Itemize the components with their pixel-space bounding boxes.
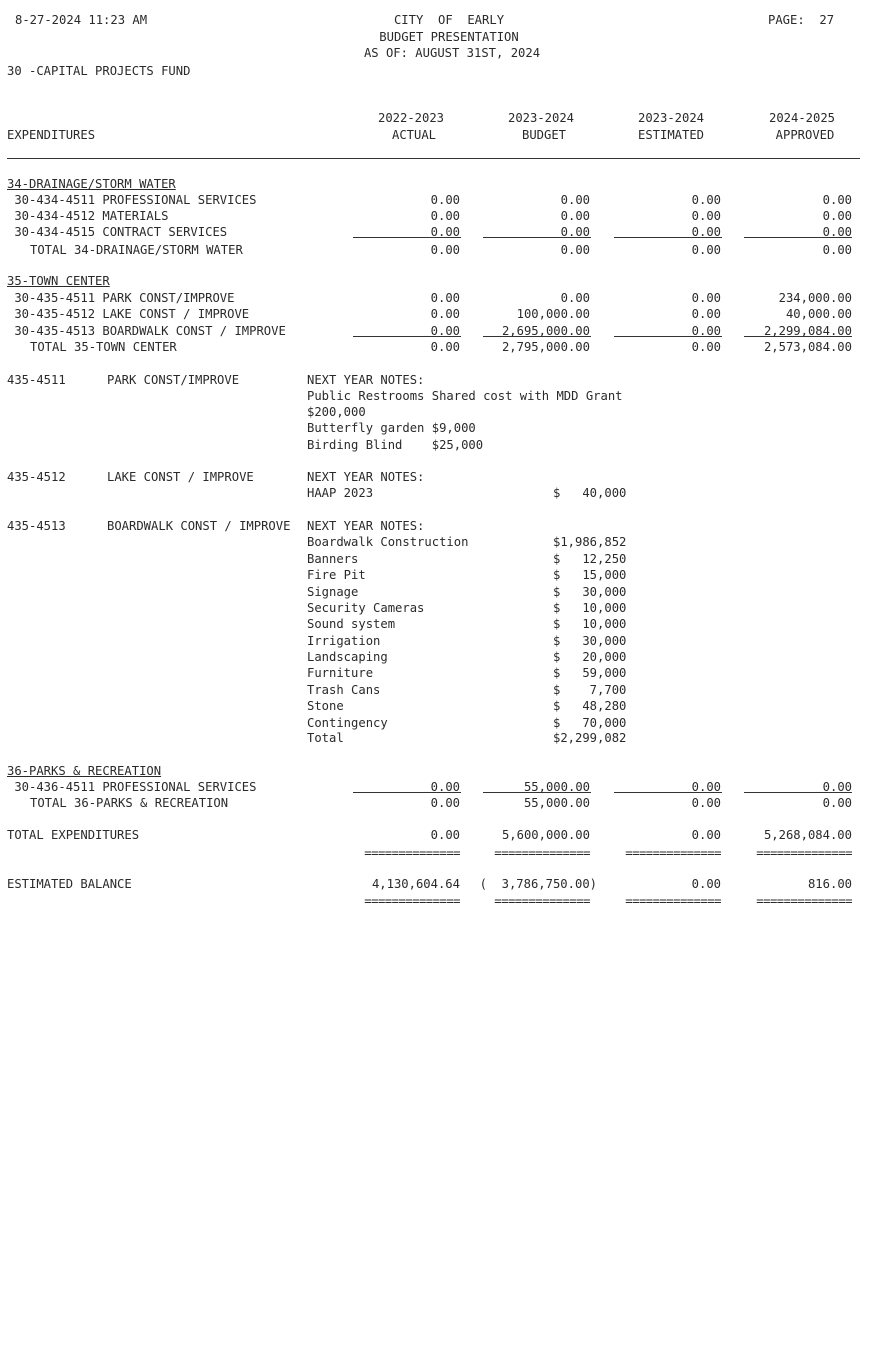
expenditures-header: EXPENDITURES	[7, 128, 96, 142]
note-heading: NEXT YEAR NOTES:	[307, 470, 425, 484]
total-expenditures-approved: 5,268,084.00	[763, 828, 852, 842]
note-amount: $2,299,082	[553, 731, 627, 745]
note-line: Signage	[307, 585, 359, 599]
subtotal-rule	[353, 237, 461, 238]
value-actual: 0.00	[430, 193, 460, 207]
section-total-label: TOTAL 35-TOWN CENTER	[30, 340, 177, 354]
total-expenditures-label: TOTAL EXPENDITURES	[7, 828, 140, 842]
value-approved: 2,299,084.00	[763, 324, 852, 338]
subtotal-rule	[483, 237, 591, 238]
total-estimated: 0.00	[691, 796, 721, 810]
total-actual: 0.00	[430, 243, 460, 257]
col-estimated-year: 2023-2024	[637, 111, 705, 125]
subtotal-rule	[483, 336, 591, 337]
note-heading: NEXT YEAR NOTES:	[307, 519, 425, 533]
total-approved: 0.00	[822, 796, 852, 810]
note-amount: $ 7,700	[553, 683, 627, 697]
total-estimated: 0.00	[691, 340, 721, 354]
value-actual: 0.00	[430, 780, 460, 794]
subtotal-rule	[614, 237, 722, 238]
city-name: CITY OF EARLY	[393, 13, 505, 27]
subtotal-rule	[614, 336, 722, 337]
col-estimated-label: ESTIMATED	[637, 128, 705, 142]
double-rule: ==============	[625, 846, 721, 860]
double-rule: ==============	[364, 846, 460, 860]
report-datetime: 8-27-2024 11:23 AM	[15, 13, 148, 27]
note-amount: $ 10,000	[553, 617, 627, 631]
note-amount: $ 70,000	[553, 716, 627, 730]
note-line: $200,000	[307, 405, 366, 419]
note-amount: $ 15,000	[553, 568, 627, 582]
value-approved: 0.00	[822, 780, 852, 794]
note-line: Security Cameras	[307, 601, 425, 615]
value-approved: 0.00	[822, 225, 852, 239]
subtotal-rule	[744, 336, 852, 337]
subtotal-rule	[744, 237, 852, 238]
total-expenditures-budget: 5,600,000.00	[501, 828, 590, 842]
note-line: Irrigation	[307, 634, 381, 648]
subtotal-rule	[483, 792, 591, 793]
note-line: HAAP 2023	[307, 486, 374, 500]
note-line: Stone	[307, 699, 344, 713]
total-budget: 55,000.00	[523, 796, 590, 810]
note-line: Contingency	[307, 716, 388, 730]
line-item-label: 30-434-4511 PROFESSIONAL SERVICES	[7, 193, 257, 207]
section-total-label: TOTAL 34-DRAINAGE/STORM WATER	[30, 243, 243, 257]
value-estimated: 0.00	[691, 324, 721, 338]
fund-name: 30 -CAPITAL PROJECTS FUND	[7, 64, 191, 78]
note-amount: $ 48,280	[553, 699, 627, 713]
col-budget-year: 2023-2024	[507, 111, 575, 125]
estimated-balance-label: ESTIMATED BALANCE	[7, 877, 132, 891]
note-heading: NEXT YEAR NOTES:	[307, 373, 425, 387]
double-rule: ==============	[494, 846, 590, 860]
double-rule: ==============	[364, 894, 460, 908]
report-title: BUDGET PRESENTATION	[379, 30, 519, 44]
value-estimated: 0.00	[691, 209, 721, 223]
note-amount: $ 40,000	[553, 486, 627, 500]
note-line: Birding Blind $25,000	[307, 438, 484, 452]
note-account-code: 435-4512	[7, 470, 66, 484]
value-budget: 100,000.00	[516, 307, 590, 321]
value-actual: 0.00	[430, 209, 460, 223]
estimated-balance-actual: 4,130,604.64	[371, 877, 460, 891]
col-budget-label: BUDGET	[521, 128, 567, 142]
note-line: Banners	[307, 552, 359, 566]
total-budget: 0.00	[560, 243, 590, 257]
line-item-label: 30-436-4511 PROFESSIONAL SERVICES	[7, 780, 257, 794]
subtotal-rule	[353, 792, 461, 793]
total-expenditures-actual: 0.00	[430, 828, 460, 842]
note-amount: $ 12,250	[553, 552, 627, 566]
value-estimated: 0.00	[691, 225, 721, 239]
section-total-label: TOTAL 36-PARKS & RECREATION	[30, 796, 229, 810]
report-as-of-date: AS OF: AUGUST 31ST, 2024	[363, 46, 541, 60]
total-approved: 2,573,084.00	[763, 340, 852, 354]
value-budget: 55,000.00	[523, 780, 590, 794]
note-account-name: PARK CONST/IMPROVE	[107, 373, 240, 387]
subtotal-rule	[353, 336, 461, 337]
double-rule: ==============	[494, 894, 590, 908]
value-budget: 0.00	[560, 193, 590, 207]
estimated-balance-budget: ( 3,786,750.00)	[479, 877, 597, 891]
estimated-balance-approved: 816.00	[807, 877, 852, 891]
note-line: Landscaping	[307, 650, 388, 664]
value-actual: 0.00	[430, 291, 460, 305]
note-line: Furniture	[307, 666, 374, 680]
line-item-label: 30-434-4512 MATERIALS	[7, 209, 169, 223]
note-account-name: BOARDWALK CONST / IMPROVE	[107, 519, 291, 533]
double-rule: ==============	[756, 846, 852, 860]
total-estimated: 0.00	[691, 243, 721, 257]
line-item-label: 30-435-4512 LAKE CONST / IMPROVE	[7, 307, 250, 321]
line-item-label: 30-434-4515 CONTRACT SERVICES	[7, 225, 228, 239]
header-divider	[7, 158, 860, 159]
line-item-label: 30-435-4511 PARK CONST/IMPROVE	[7, 291, 235, 305]
value-actual: 0.00	[430, 225, 460, 239]
value-budget: 2,695,000.00	[501, 324, 590, 338]
note-line: Boardwalk Construction	[307, 535, 469, 549]
value-actual: 0.00	[430, 324, 460, 338]
note-amount: $ 30,000	[553, 634, 627, 648]
value-actual: 0.00	[430, 307, 460, 321]
col-actual-year: 2022-2023	[377, 111, 445, 125]
value-estimated: 0.00	[691, 193, 721, 207]
subtotal-rule	[744, 792, 852, 793]
note-line: Trash Cans	[307, 683, 381, 697]
value-budget: 0.00	[560, 291, 590, 305]
note-line: Total	[307, 731, 344, 745]
subtotal-rule	[614, 792, 722, 793]
note-amount: $ 10,000	[553, 601, 627, 615]
double-rule: ==============	[625, 894, 721, 908]
note-account-code: 435-4511	[7, 373, 66, 387]
value-approved: 40,000.00	[785, 307, 852, 321]
total-actual: 0.00	[430, 796, 460, 810]
value-approved: 0.00	[822, 209, 852, 223]
section-title: 36-PARKS & RECREATION	[7, 764, 162, 778]
section-title: 35-TOWN CENTER	[7, 274, 110, 288]
total-budget: 2,795,000.00	[501, 340, 590, 354]
value-estimated: 0.00	[691, 291, 721, 305]
total-actual: 0.00	[430, 340, 460, 354]
value-budget: 0.00	[560, 209, 590, 223]
note-amount: $ 30,000	[553, 585, 627, 599]
section-title: 34-DRAINAGE/STORM WATER	[7, 177, 176, 191]
page-number: PAGE: 27	[768, 13, 835, 27]
note-line: Sound system	[307, 617, 396, 631]
note-line: Butterfly garden $9,000	[307, 421, 476, 435]
note-line: Public Restrooms Shared cost with MDD Grant	[307, 389, 623, 403]
col-actual-label: ACTUAL	[391, 128, 437, 142]
total-approved: 0.00	[822, 243, 852, 257]
note-amount: $1,986,852	[553, 535, 627, 549]
double-rule: ==============	[756, 894, 852, 908]
value-estimated: 0.00	[691, 780, 721, 794]
note-line: Fire Pit	[307, 568, 366, 582]
estimated-balance-estimated: 0.00	[691, 877, 721, 891]
value-approved: 0.00	[822, 193, 852, 207]
note-amount: $ 20,000	[553, 650, 627, 664]
col-approved-year: 2024-2025	[768, 111, 836, 125]
note-amount: $ 59,000	[553, 666, 627, 680]
col-approved-label: APPROVED	[775, 128, 835, 142]
total-expenditures-estimated: 0.00	[691, 828, 721, 842]
line-item-label: 30-435-4513 BOARDWALK CONST / IMPROVE	[7, 324, 286, 338]
value-estimated: 0.00	[691, 307, 721, 321]
value-approved: 234,000.00	[778, 291, 852, 305]
note-account-code: 435-4513	[7, 519, 66, 533]
note-account-name: LAKE CONST / IMPROVE	[107, 470, 254, 484]
value-budget: 0.00	[560, 225, 590, 239]
